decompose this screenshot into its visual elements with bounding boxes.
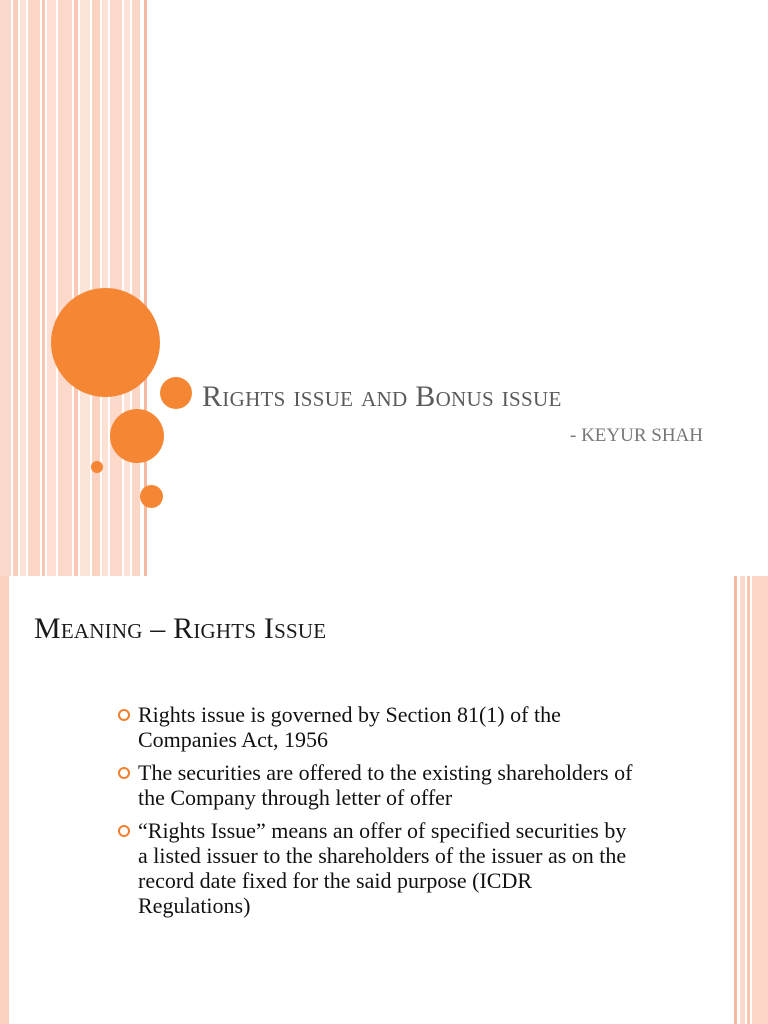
decorative-stripe [28,0,40,576]
list-item-text: “Rights Issue” means an offer of specified securities by a listed issuer to the shareholders of the issuer as on the record date fixed for the said purpose (ICDR Regulations) [138,818,627,918]
decorative-stripe [740,576,745,1024]
decorative-circle-small [91,461,103,473]
hollow-circle-bullet-icon [118,709,130,721]
decorative-stripe [74,0,78,576]
decorative-stripe [132,0,140,576]
hollow-circle-bullet-icon [118,767,130,779]
decorative-stripe [80,0,90,576]
list-item-text: Rights issue is governed by Section 81(1) of the Companies Act, 1956 [138,702,561,752]
slide-subtitle: - KEYUR SHAH [570,425,703,446]
slide-heading: Meaning – Rights Issue [34,612,327,645]
decorative-stripe [13,0,18,576]
decorative-circle-medium [160,377,192,409]
decorative-stripe-line [734,576,737,1024]
list-item [116,760,636,810]
list-item [116,818,636,918]
decorative-stripe [0,576,9,1024]
decorative-stripe [747,576,750,1024]
bullet-list [116,702,636,926]
decorative-stripe [124,0,130,576]
slide-title: Rights issue and Bonus issue [202,380,562,413]
decorative-circle-small [140,485,163,508]
decorative-stripe [20,0,26,576]
decorative-stripe [58,0,72,576]
decorative-stripe [47,0,56,576]
decorative-stripe [42,0,45,576]
list-item-text: The securities are offered to the existing shareholders of the Company through letter of offer [138,760,633,810]
decorative-circle-medium [110,409,164,463]
list-item [116,702,636,752]
hollow-circle-bullet-icon [118,825,130,837]
decorative-circle-large [51,288,160,397]
decorative-stripe [0,0,11,576]
decorative-stripe [752,576,768,1024]
